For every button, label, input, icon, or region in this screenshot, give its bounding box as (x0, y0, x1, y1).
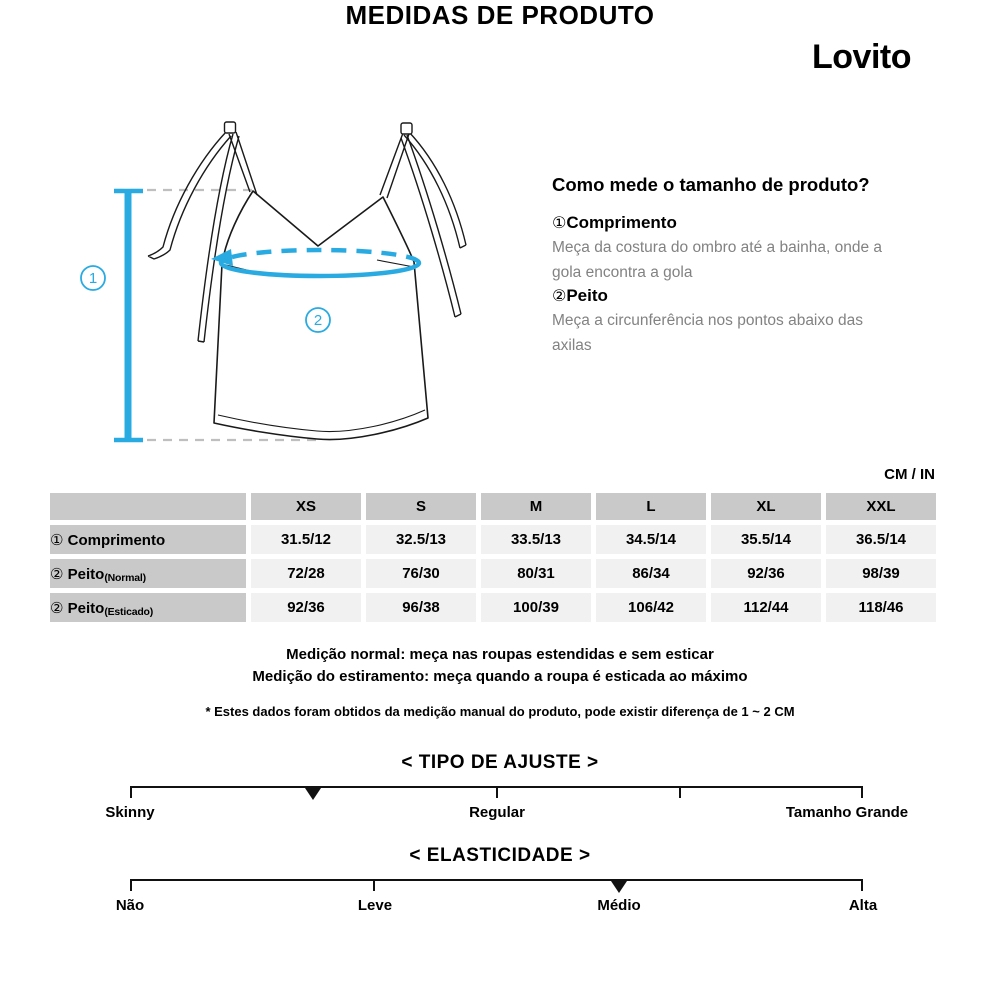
table-row (50, 593, 936, 622)
right-knot (401, 123, 412, 134)
scale-tick (130, 786, 132, 798)
circled-1-glyph: ① (552, 215, 567, 232)
left-knot (225, 122, 236, 133)
table-cell: 35.5/14 (711, 525, 821, 554)
table-cell: 80/31 (481, 559, 591, 588)
table-cell: 118/46 (826, 593, 936, 622)
table-cell: 31.5/12 (251, 525, 361, 554)
note-stretch-measure: Medição do estiramento: meça quando a roupa é esticada ao máximo (252, 668, 748, 685)
howto-item-1-desc (552, 235, 1000, 285)
table-header-row (50, 493, 936, 520)
row-label-comprimento (50, 525, 246, 554)
table-cell: 100/39 (481, 593, 591, 622)
desc-line: Meça a circunferência nos pontos abaixo das (552, 312, 864, 330)
fit-label-regular: Regular (469, 804, 525, 821)
table-cell: 92/36 (711, 559, 821, 588)
elasticity-label-nao: Não (115, 897, 145, 914)
header-cell-xl: XL (711, 493, 821, 520)
header-cell-s: S (366, 493, 476, 520)
circled-num: ① (50, 531, 64, 549)
table-cell: 112/44 (711, 593, 821, 622)
table-cell: 72/28 (251, 559, 361, 588)
header-cell-xs: XS (251, 493, 361, 520)
scale-tick (130, 879, 132, 891)
howto-item-2-name (552, 285, 1000, 308)
unit-label: CM / IN (884, 466, 935, 483)
howto-block (552, 174, 1000, 358)
note-normal-measure: Medição normal: meça nas roupas estendidas e sem esticar (286, 646, 714, 663)
page-title: MEDIDAS DE PRODUTO (345, 0, 655, 30)
scale-tick (496, 786, 498, 798)
fit-scale-heading: < TIPO DE AJUSTE > (401, 752, 599, 773)
table-cell: 86/34 (596, 559, 706, 588)
table-row (50, 559, 936, 588)
table-cell: 36.5/14 (826, 525, 936, 554)
header-cell-m: M (481, 493, 591, 520)
table-cell: 34.5/14 (596, 525, 706, 554)
scale-tick (679, 786, 681, 798)
elasticity-scale-marker (611, 881, 627, 893)
howto-item-2-title: Peito (566, 286, 608, 306)
circled-2-label: 2 (313, 312, 323, 329)
fit-label-skinny: Skinny (105, 804, 155, 821)
size-table (45, 488, 941, 627)
howto-item-1-title: Comprimento (566, 213, 677, 232)
disclaimer-note: * Estes dados foram obtidos da medição manual do produto, pode existir diferença de 1 ~ 2 CM (205, 704, 795, 719)
circled-2-glyph: ② (552, 288, 567, 306)
header-cell-xxl: XXL (826, 493, 936, 520)
circled-num: ② (50, 599, 64, 617)
right-strap (380, 131, 410, 198)
row-label-text: Peito (67, 599, 105, 617)
desc-line: gola encontra a gola (552, 264, 693, 282)
table-cell: 106/42 (596, 593, 706, 622)
desc-line: Meça da costura do ombro até a bainha, onde a (552, 238, 883, 256)
elasticity-label-alta: Alta (848, 897, 878, 914)
circled-1-label: 1 (88, 270, 98, 287)
row-label-peito-esticado (50, 593, 246, 622)
row-label-peito-normal (50, 559, 246, 588)
table-cell: 92/36 (251, 593, 361, 622)
elasticity-scale-line (130, 879, 863, 881)
header-cell-l: L (596, 493, 706, 520)
elasticity-label-medio: Médio (597, 897, 641, 914)
fit-scale-marker (305, 788, 321, 800)
right-outer-ribbon (404, 132, 466, 248)
elasticity-label-leve: Leve (357, 897, 393, 914)
scale-tick (861, 786, 863, 798)
desc-line: axilas (552, 337, 592, 355)
table-cell: 32.5/13 (366, 525, 476, 554)
table-cell: 98/39 (826, 559, 936, 588)
row-label-sub: (Esticado) (104, 605, 154, 618)
howto-item-2-desc (552, 308, 1000, 358)
brand-logo: Lovito (812, 38, 911, 76)
fit-label-tamanho-grande: Tamanho Grande (785, 804, 909, 821)
howto-heading: Como mede o tamanho de produto? (552, 174, 870, 195)
scale-tick (373, 879, 375, 891)
howto-item-1-name (552, 212, 1000, 235)
header-cell-empty (50, 493, 246, 520)
scale-tick (861, 879, 863, 891)
elasticity-scale-heading: < ELASTICIDADE > (409, 845, 591, 866)
row-label-text: Comprimento (67, 531, 166, 549)
table-cell: 76/30 (366, 559, 476, 588)
circled-num: ② (50, 565, 64, 583)
table-cell: 96/38 (366, 593, 476, 622)
left-strap (229, 132, 257, 195)
table-row (50, 525, 936, 554)
row-label-sub: (Normal) (104, 571, 146, 584)
table-cell: 33.5/13 (481, 525, 591, 554)
garment-diagram (60, 105, 540, 470)
row-label-text: Peito (67, 565, 105, 583)
